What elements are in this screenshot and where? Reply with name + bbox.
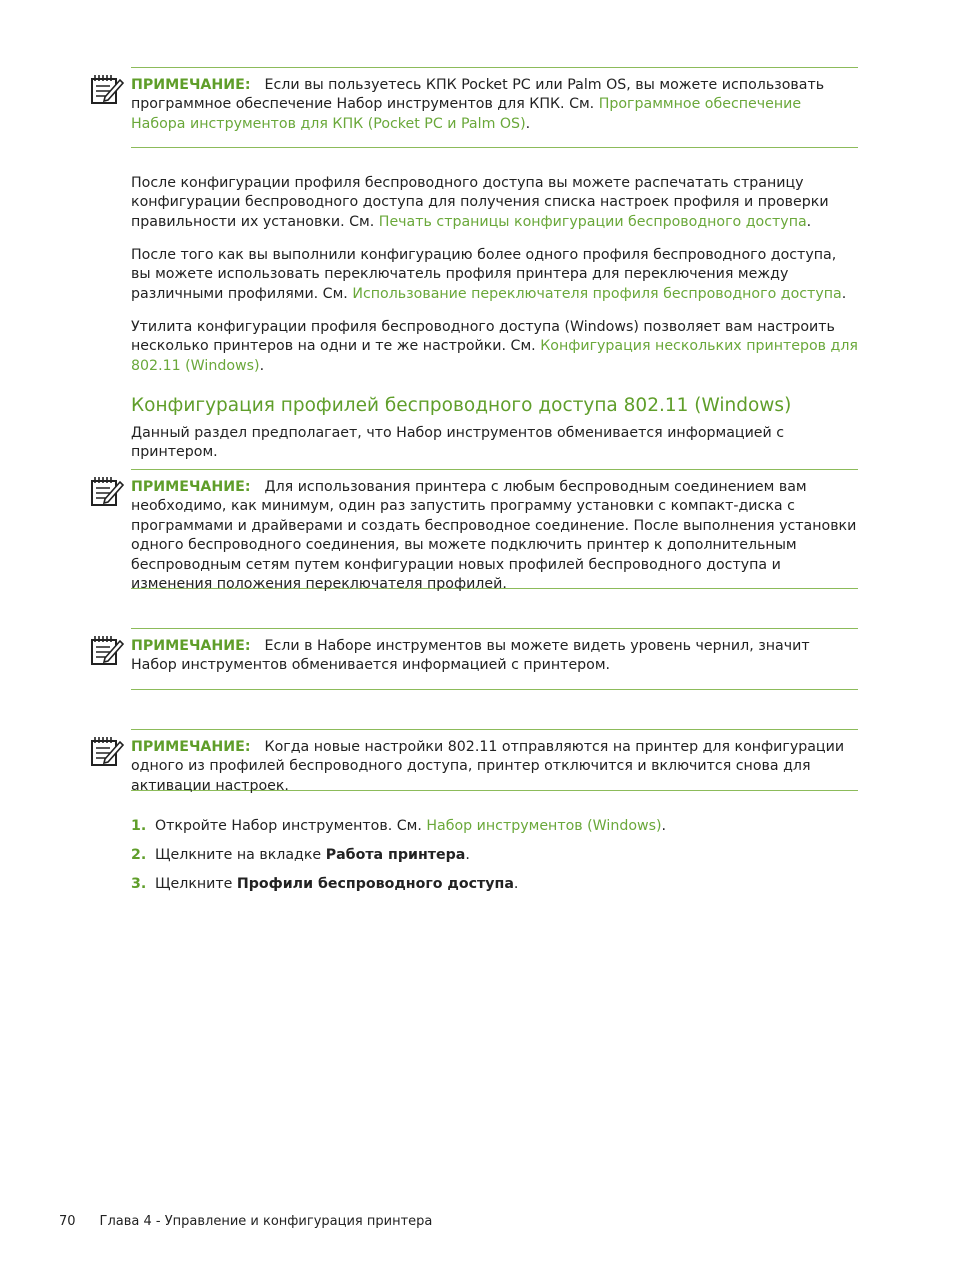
note-label: ПРИМЕЧАНИЕ:	[131, 77, 251, 93]
note-text: ПРИМЕЧАНИЕ: Для использования принтера с любым беспроводным соединением вам необходимо, как минимум, один раз запустить программу установки с компакт-диска с программами и драйверами и создать беспроводное соединение. После выполнения установки одного беспроводного соединения, вы можете подключить принтер к дополнительным беспроводным сетям путем конфигурации новых профилей беспроводного доступа и изменения положения переключателя профилей.	[131, 479, 857, 593]
page-footer	[59, 1214, 432, 1229]
step-item: 2. Щелкните на вкладке Работа принтера.	[131, 847, 470, 863]
page-number: 70	[59, 1214, 76, 1229]
step-number: 1.	[131, 818, 147, 834]
note-label: ПРИМЕЧАНИЕ:	[131, 638, 251, 654]
note-box	[131, 729, 858, 794]
section-intro: Данный раздел предполагает, что Набор инструментов обменивается информацией с принтером.	[131, 425, 785, 461]
note-label: ПРИМЕЧАНИЕ:	[131, 479, 251, 495]
section-heading: Конфигурация профилей беспроводного доступа 802.11 (Windows)	[131, 395, 792, 416]
link-print-wireless-config-page[interactable]: Печать страницы конфигурации беспроводного доступа	[378, 213, 807, 230]
note-icon	[89, 734, 125, 768]
note-box	[131, 628, 858, 690]
note-label: ПРИМЕЧАНИЕ:	[131, 739, 251, 755]
link-profile-switch[interactable]: Использование переключателя профиля беспроводного доступа	[352, 285, 842, 302]
link-pda-toolbox[interactable]: Программное обеспечение Набора инструментов для КПК (Pocket PC и Palm OS)	[131, 96, 802, 132]
chapter-title: Глава 4 - Управление и конфигурация принтера	[99, 1214, 433, 1229]
step-item: 1. Откройте Набор инструментов. См. Набор инструментов (Windows).	[131, 818, 667, 834]
note-box	[131, 469, 858, 593]
step-item: 3. Щелкните Профили беспроводного доступа.	[131, 876, 519, 892]
note-icon	[89, 633, 125, 667]
step-number: 3.	[131, 876, 147, 892]
note-text: ПРИМЕЧАНИЕ: Когда новые настройки 802.11 отправляются на принтер для конфигурации одного из профилей беспроводного доступа, принтер отключится и включится снова для активации настроек.	[131, 739, 845, 794]
paragraph-wireless-config-page: После конфигурации профиля беспроводного доступа вы можете распечатать страницу конфигурации беспроводного доступа для получения списка настроек профиля и проверки правильности их установки. См. Печать страницы конфигурации беспроводного доступа.	[131, 175, 829, 230]
step-bold-tab: Работа принтера	[325, 847, 466, 863]
link-multiple-printers[interactable]: Конфигурация нескольких принтеров для 802.11 (Windows)	[131, 338, 858, 374]
link-toolbox-windows[interactable]: Набор инструментов (Windows)	[426, 818, 662, 834]
note-text: ПРИМЕЧАНИЕ: Если вы пользуетесь КПК Pocket PC или Palm OS, вы можете использовать программное обеспечение Набор инструментов для КПК. См. Программное обеспечение Набора инструментов для КПК (Pocket PC и Palm OS).	[131, 77, 825, 132]
step-bold-profiles: Профили беспроводного доступа	[236, 876, 514, 892]
note-icon	[89, 474, 125, 508]
note-box	[131, 67, 858, 148]
note-icon	[89, 72, 125, 106]
note-text: ПРИМЕЧАНИЕ: Если в Наборе инструментов вы можете видеть уровень чернил, значит Набор инструментов обменивается информацией с принтером.	[131, 638, 810, 674]
paragraph-profile-switch: После того как вы выполнили конфигурацию более одного профиля беспроводного доступа, вы можете использовать переключатель профиля принтера для переключения между различными профилями. См. Использование переключателя профиля беспроводного доступа.	[131, 247, 847, 302]
step-number: 2.	[131, 847, 147, 863]
paragraph-config-utility: Утилита конфигурации профиля беспроводного доступа (Windows) позволяет вам настроить несколько принтеров на одни и те же настройки. См. Конфигурация нескольких принтеров для 802.11 (Windows).	[131, 319, 858, 374]
